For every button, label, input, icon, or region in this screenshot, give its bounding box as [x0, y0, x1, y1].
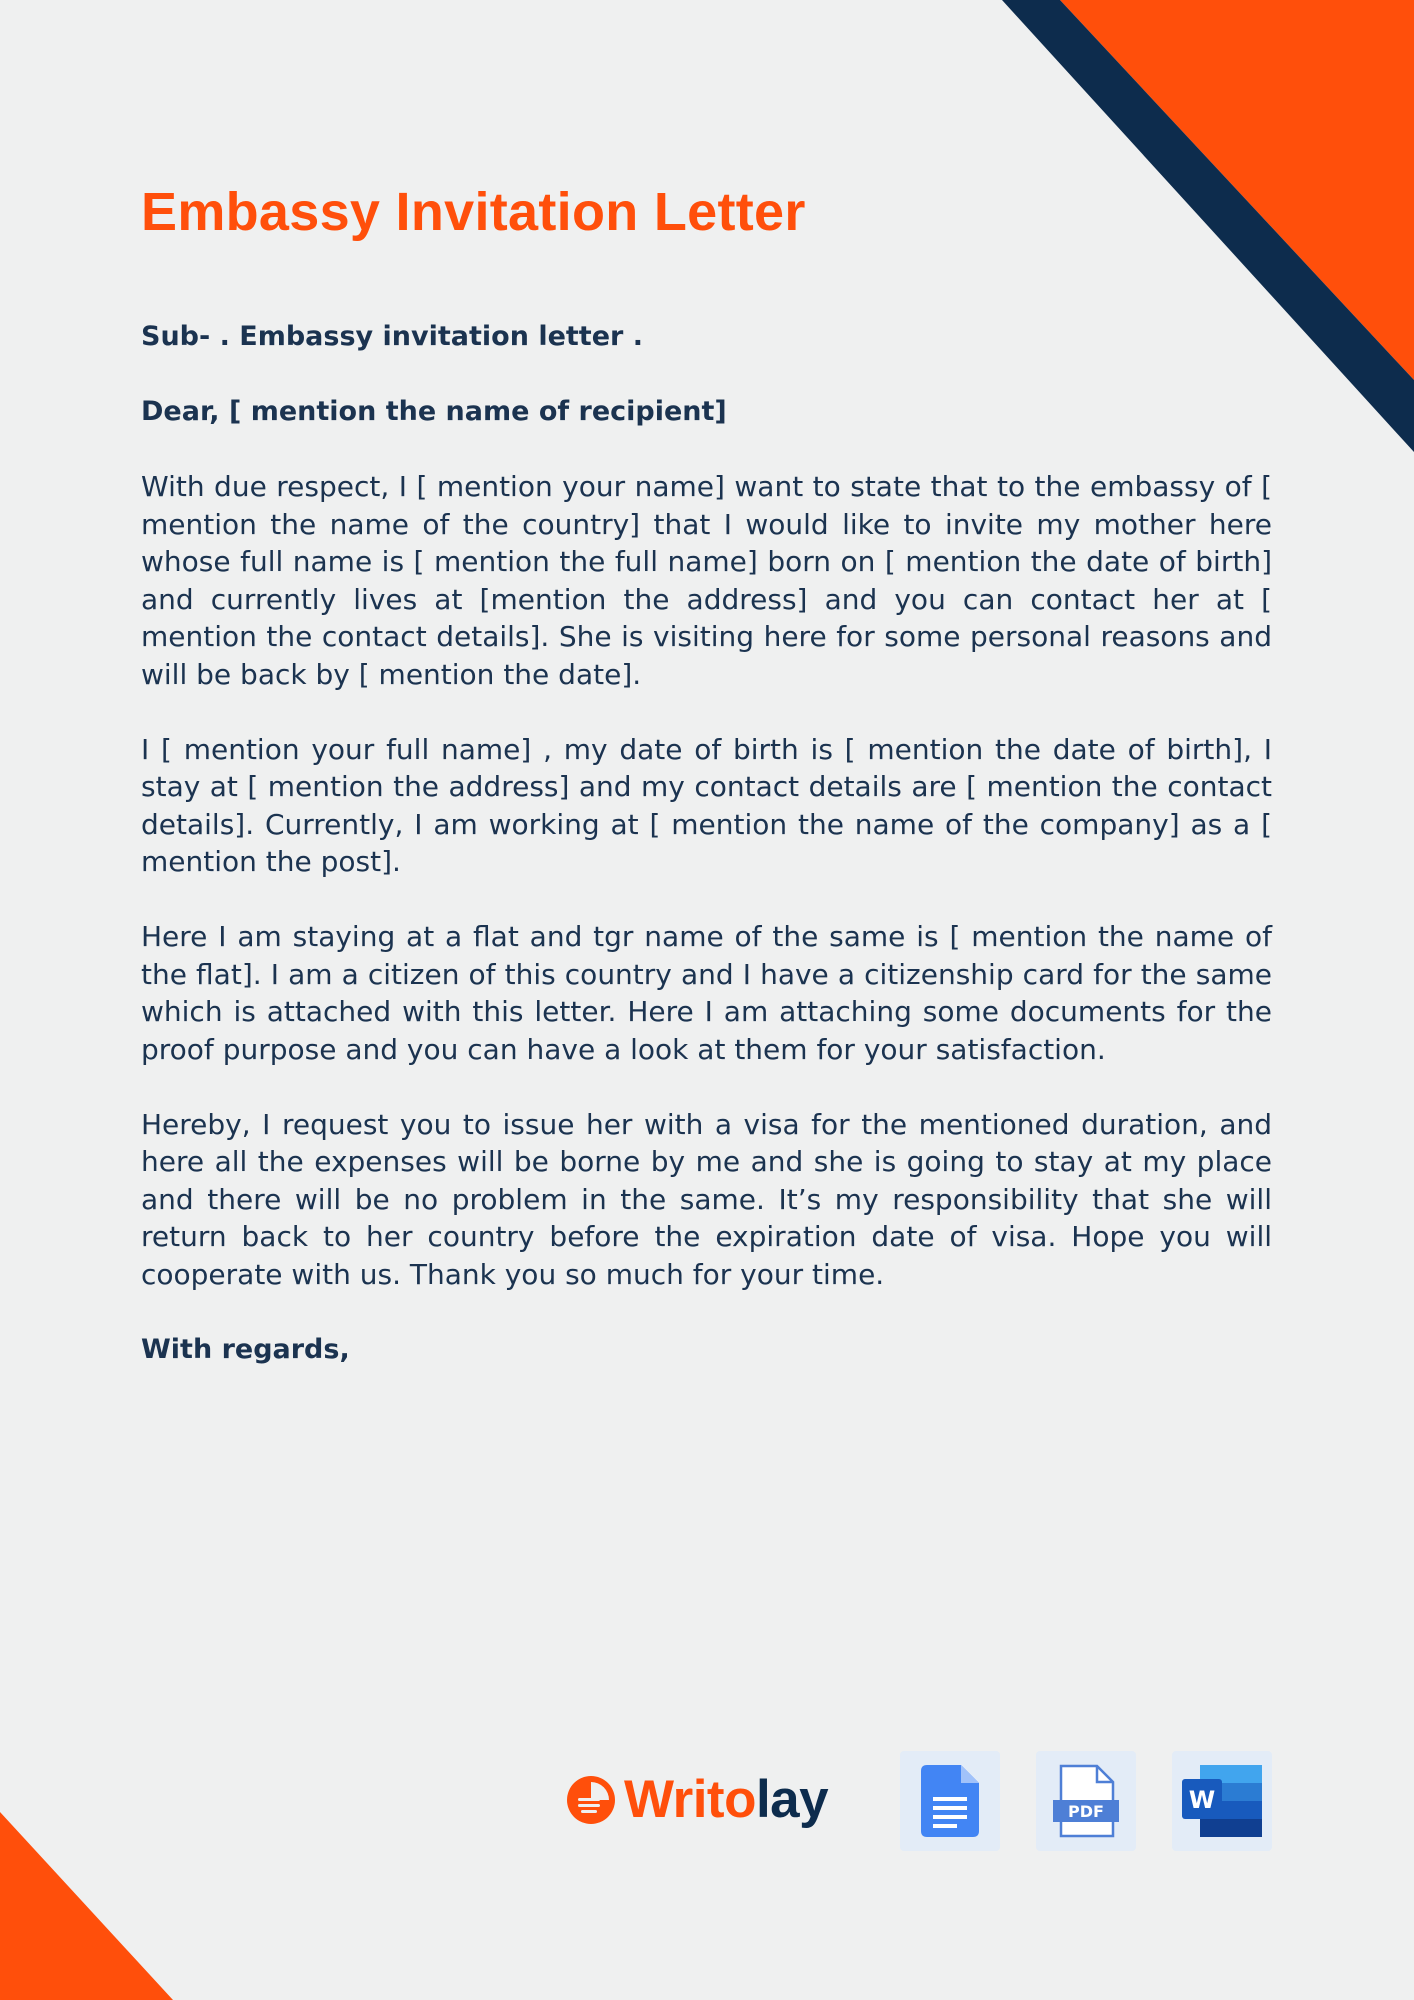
pdf-icon	[1051, 1764, 1121, 1838]
brand-name-part1: Writo	[624, 1770, 756, 1829]
google-docs-icon	[921, 1765, 979, 1837]
letter-paragraph: With due respect, I [ mention your name] want to state that to the embassy of [ mention the name of the country] that I would like to invite my mother here whose full name is [ mention the full name] born on [ mention the date of birth] and currently lives at [mention the address] and you can contact her at [ mention the contact details]. She is visiting here for some personal reasons and will be back by [ mention the date].	[141, 470, 1272, 691]
letter-closing: With regards,	[141, 1333, 350, 1365]
word-download-button[interactable]	[1172, 1751, 1272, 1851]
pdf-download-button[interactable]	[1036, 1751, 1136, 1851]
letter-subject: Sub- . Embassy invitation letter .	[141, 321, 643, 352]
brand-name	[624, 1768, 828, 1832]
brand-logo[interactable]	[566, 1768, 828, 1832]
pdf-label: PDF	[1068, 1802, 1104, 1821]
word-icon	[1182, 1765, 1262, 1837]
letter-greeting: Dear, [ mention the name of recipient]	[141, 396, 727, 427]
letter-body	[141, 318, 1272, 1406]
letter-paragraph: Here I am staying at a flat and tgr name of the same is [ mention the name of the flat]. I am a citizen of this country and I have a citizenship card for the same which is attached with this letter. Here I am attaching some documents for the proof purpose and you can have a look at them for your satisfaction.	[141, 920, 1272, 1066]
writolay-logo-icon	[566, 1775, 616, 1825]
page-title: Embassy Invitation Letter	[141, 182, 806, 243]
letter-paragraph: Hereby, I request you to issue her with a visa for the mentioned duration, and here all the expenses will be borne by me and she is going to stay at my place and there will be no problem in the same. It’s my responsibility that she will return back to her country before the expiration date of visa. Hope you will cooperate with us. Thank you so much for your time.	[141, 1107, 1272, 1291]
letter-paragraph: I [ mention your full name] , my date of birth is [ mention the date of birth], I stay at [ mention the address] and my contact details are [ mention the contact details]. Currently, I am working at [ mention the name of the company] as a [ mention the post].	[141, 732, 1272, 878]
word-label: W	[1188, 1786, 1216, 1814]
brand-name-part2: lay	[755, 1770, 829, 1829]
bottom-left-orange-triangle	[0, 1812, 173, 2000]
google-docs-download-button[interactable]	[900, 1751, 1000, 1851]
